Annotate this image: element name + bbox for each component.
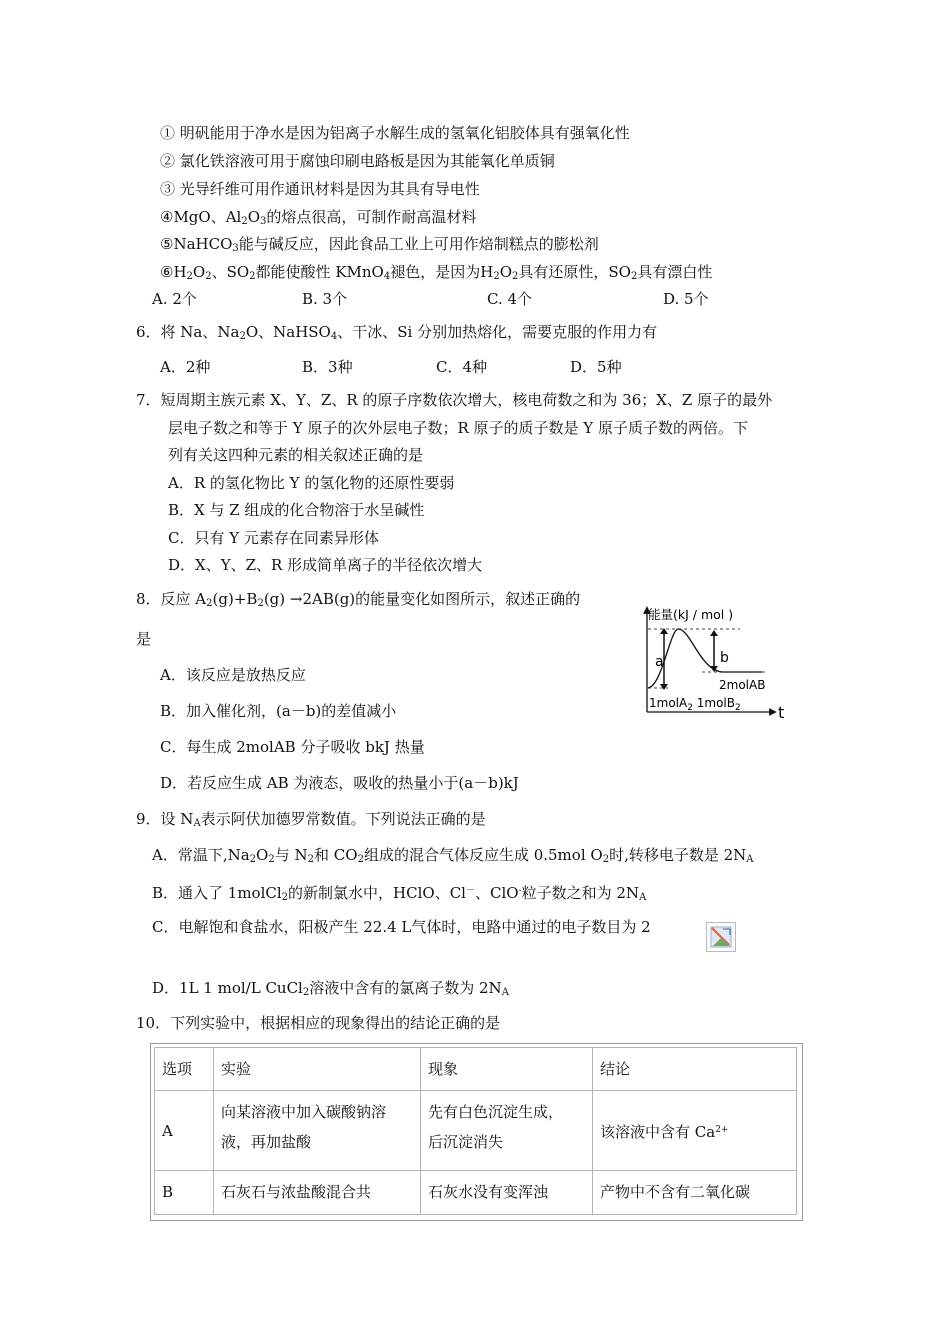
statement-6: $⑥H_2O_2$、$SO_2$都能使酸性 KMnO$_4$褪色，是因为$H_2O_2$具有还原性，$SO_2$具有漂白性 [160, 263, 713, 282]
table-row [155, 1171, 797, 1215]
q7-stem-line3: 列有关这四种元素的相关叙述正确的是 [168, 446, 424, 464]
x-axis-label: t [778, 703, 785, 722]
table-header-row [155, 1048, 797, 1091]
label-a: a [655, 654, 664, 670]
q6-stem: 6．将 Na、$Na_2O$、NaHSO$_4$、干冰、Si 分别加热熔化，需要克服的作用力有 [136, 323, 658, 342]
q6-option-a: A．2种 [160, 358, 211, 376]
q5-option-b: B. 3个 [302, 290, 348, 308]
q8-option-b: B．加入催化剂，(a－b)的差值减小 [160, 702, 397, 720]
y-axis-label: 能量(kJ / mol ) [648, 607, 734, 622]
q6-option-d: D．5种 [570, 358, 622, 376]
row-a-conclusion: 该溶液中含有 $Ca^{2+}$ [593, 1091, 797, 1171]
q9-option-b: B．通入了 1molCl$_2$的新制氯水中，HClO、Cl－、ClO-粒子数之和为 $2N_A$ [152, 884, 647, 903]
statement-3: ③ 光导纤维可用作通讯材料是因为其具有导电性 [160, 180, 480, 198]
q7-option-d: D．X、Y、Z、R 形成简单离子的半径依次增大 [168, 556, 483, 574]
image-placeholder-icon [707, 923, 735, 951]
table-row [155, 1091, 797, 1171]
statement-5: ⑤NaHCO$_3$能与碱反应，因此食品工业上可用作焙制糕点的膨松剂 [160, 235, 599, 254]
statement-4: ④MgO、$Al_2O_3$的熔点很高，可制作耐高温材料 [160, 208, 477, 227]
q7-stem-line2: 层电子数之和等于 Y 原子的次外层电子数；R 原子的质子数是 Y 原子质子数的两倍。下 [168, 419, 748, 437]
q6-option-b: B．3种 [302, 358, 353, 376]
q8-stem-line2: 是 [136, 630, 152, 648]
header-experiment: 实验 [214, 1048, 421, 1091]
statement-1: ① 明矾能用于净水是因为铝离子水解生成的氢氧化铝胶体具有强氧化性 [160, 124, 630, 142]
broken-image-icon [706, 922, 736, 952]
row-b-label: B [155, 1171, 214, 1215]
q8-option-c: C．每生成 2molAB 分子吸收 bkJ 热量 [160, 738, 425, 756]
header-option: 选项 [155, 1048, 214, 1091]
q8-option-a: A．该反应是放热反应 [160, 666, 306, 684]
row-b-conclusion: 产物中不含有二氧化碳 [593, 1171, 797, 1215]
q9-option-a: A．常温下$,Na_2O_2$与 $N_2$和 $CO_2$组成的混合气体反应生成 0.5mol $O_2$时,转移电子数是 $2N_A$ [152, 846, 754, 865]
header-conclusion: 结论 [593, 1048, 797, 1091]
q9-stem: 9．设 $N_A$表示阿伏加德罗常数值。下列说法正确的是 [136, 810, 486, 829]
arrow-b-head-top [710, 630, 718, 636]
row-a-label: A [155, 1091, 214, 1171]
q10-stem: 10．下列实验中，根据相应的现象得出的结论正确的是 [136, 1014, 501, 1032]
q5-option-d: D. 5个 [663, 290, 709, 308]
q7-option-a: A．R 的氢化物比 Y 的氢化物的还原性要弱 [168, 474, 455, 492]
q6-option-c: C．4种 [436, 358, 488, 376]
q7-option-c: C．只有 Y 元素存在同素异形体 [168, 529, 379, 547]
product-label: 2molAB [719, 678, 766, 692]
arrow-a-head-bottom [660, 684, 668, 690]
row-b-experiment: 石灰石与浓盐酸混合共 [214, 1171, 421, 1215]
q7-stem-line1: 7．短周期主族元素 X、Y、Z、R 的原子序数依次增大，核电荷数之和为 36；X、Z 原子的最外 [136, 391, 773, 409]
q7-option-b: B．X 与 Z 组成的化合物溶于水呈碱性 [168, 501, 425, 519]
row-a-experiment: 向某溶液中加入碳酸钠溶 液，再加盐酸 [214, 1091, 421, 1171]
q9-option-d: D．1L 1 mol/L CuCl$_2$溶液中含有的氯离子数为 $2N_A$ [152, 979, 509, 998]
q10-table-frame [150, 1043, 803, 1221]
q9-option-c: C．电解饱和食盐水，阳极产生 22.4 L气体时，电路中通过的电子数目为 2 [152, 918, 651, 936]
row-b-phenomenon: 石灰水没有变浑浊 [421, 1171, 593, 1215]
q8-stem: 8．反应 $A_2(g)+B_2(g) \to 2AB(g)$的能量变化如图所示，叙述正确的 [136, 590, 581, 609]
energy-diagram [640, 600, 800, 725]
label-b: b [720, 650, 729, 666]
q5-option-c: C. 4个 [487, 290, 533, 308]
q5-option-a: A. 2个 [152, 290, 197, 308]
reactant-label: 1molA$_2$ 1molB$_2$ [649, 696, 741, 713]
q8-option-d: D．若反应生成 AB 为液态，吸收的热量小于(a－b)kJ [160, 774, 519, 792]
header-phenomenon: 现象 [421, 1048, 593, 1091]
row-a-phenomenon: 先有白色沉淀生成， 后沉淀消失 [421, 1091, 593, 1171]
statement-2: ② 氯化铁溶液可用于腐蚀印刷电路板是因为其能氧化单质铜 [160, 152, 555, 170]
q10-table [154, 1047, 797, 1215]
